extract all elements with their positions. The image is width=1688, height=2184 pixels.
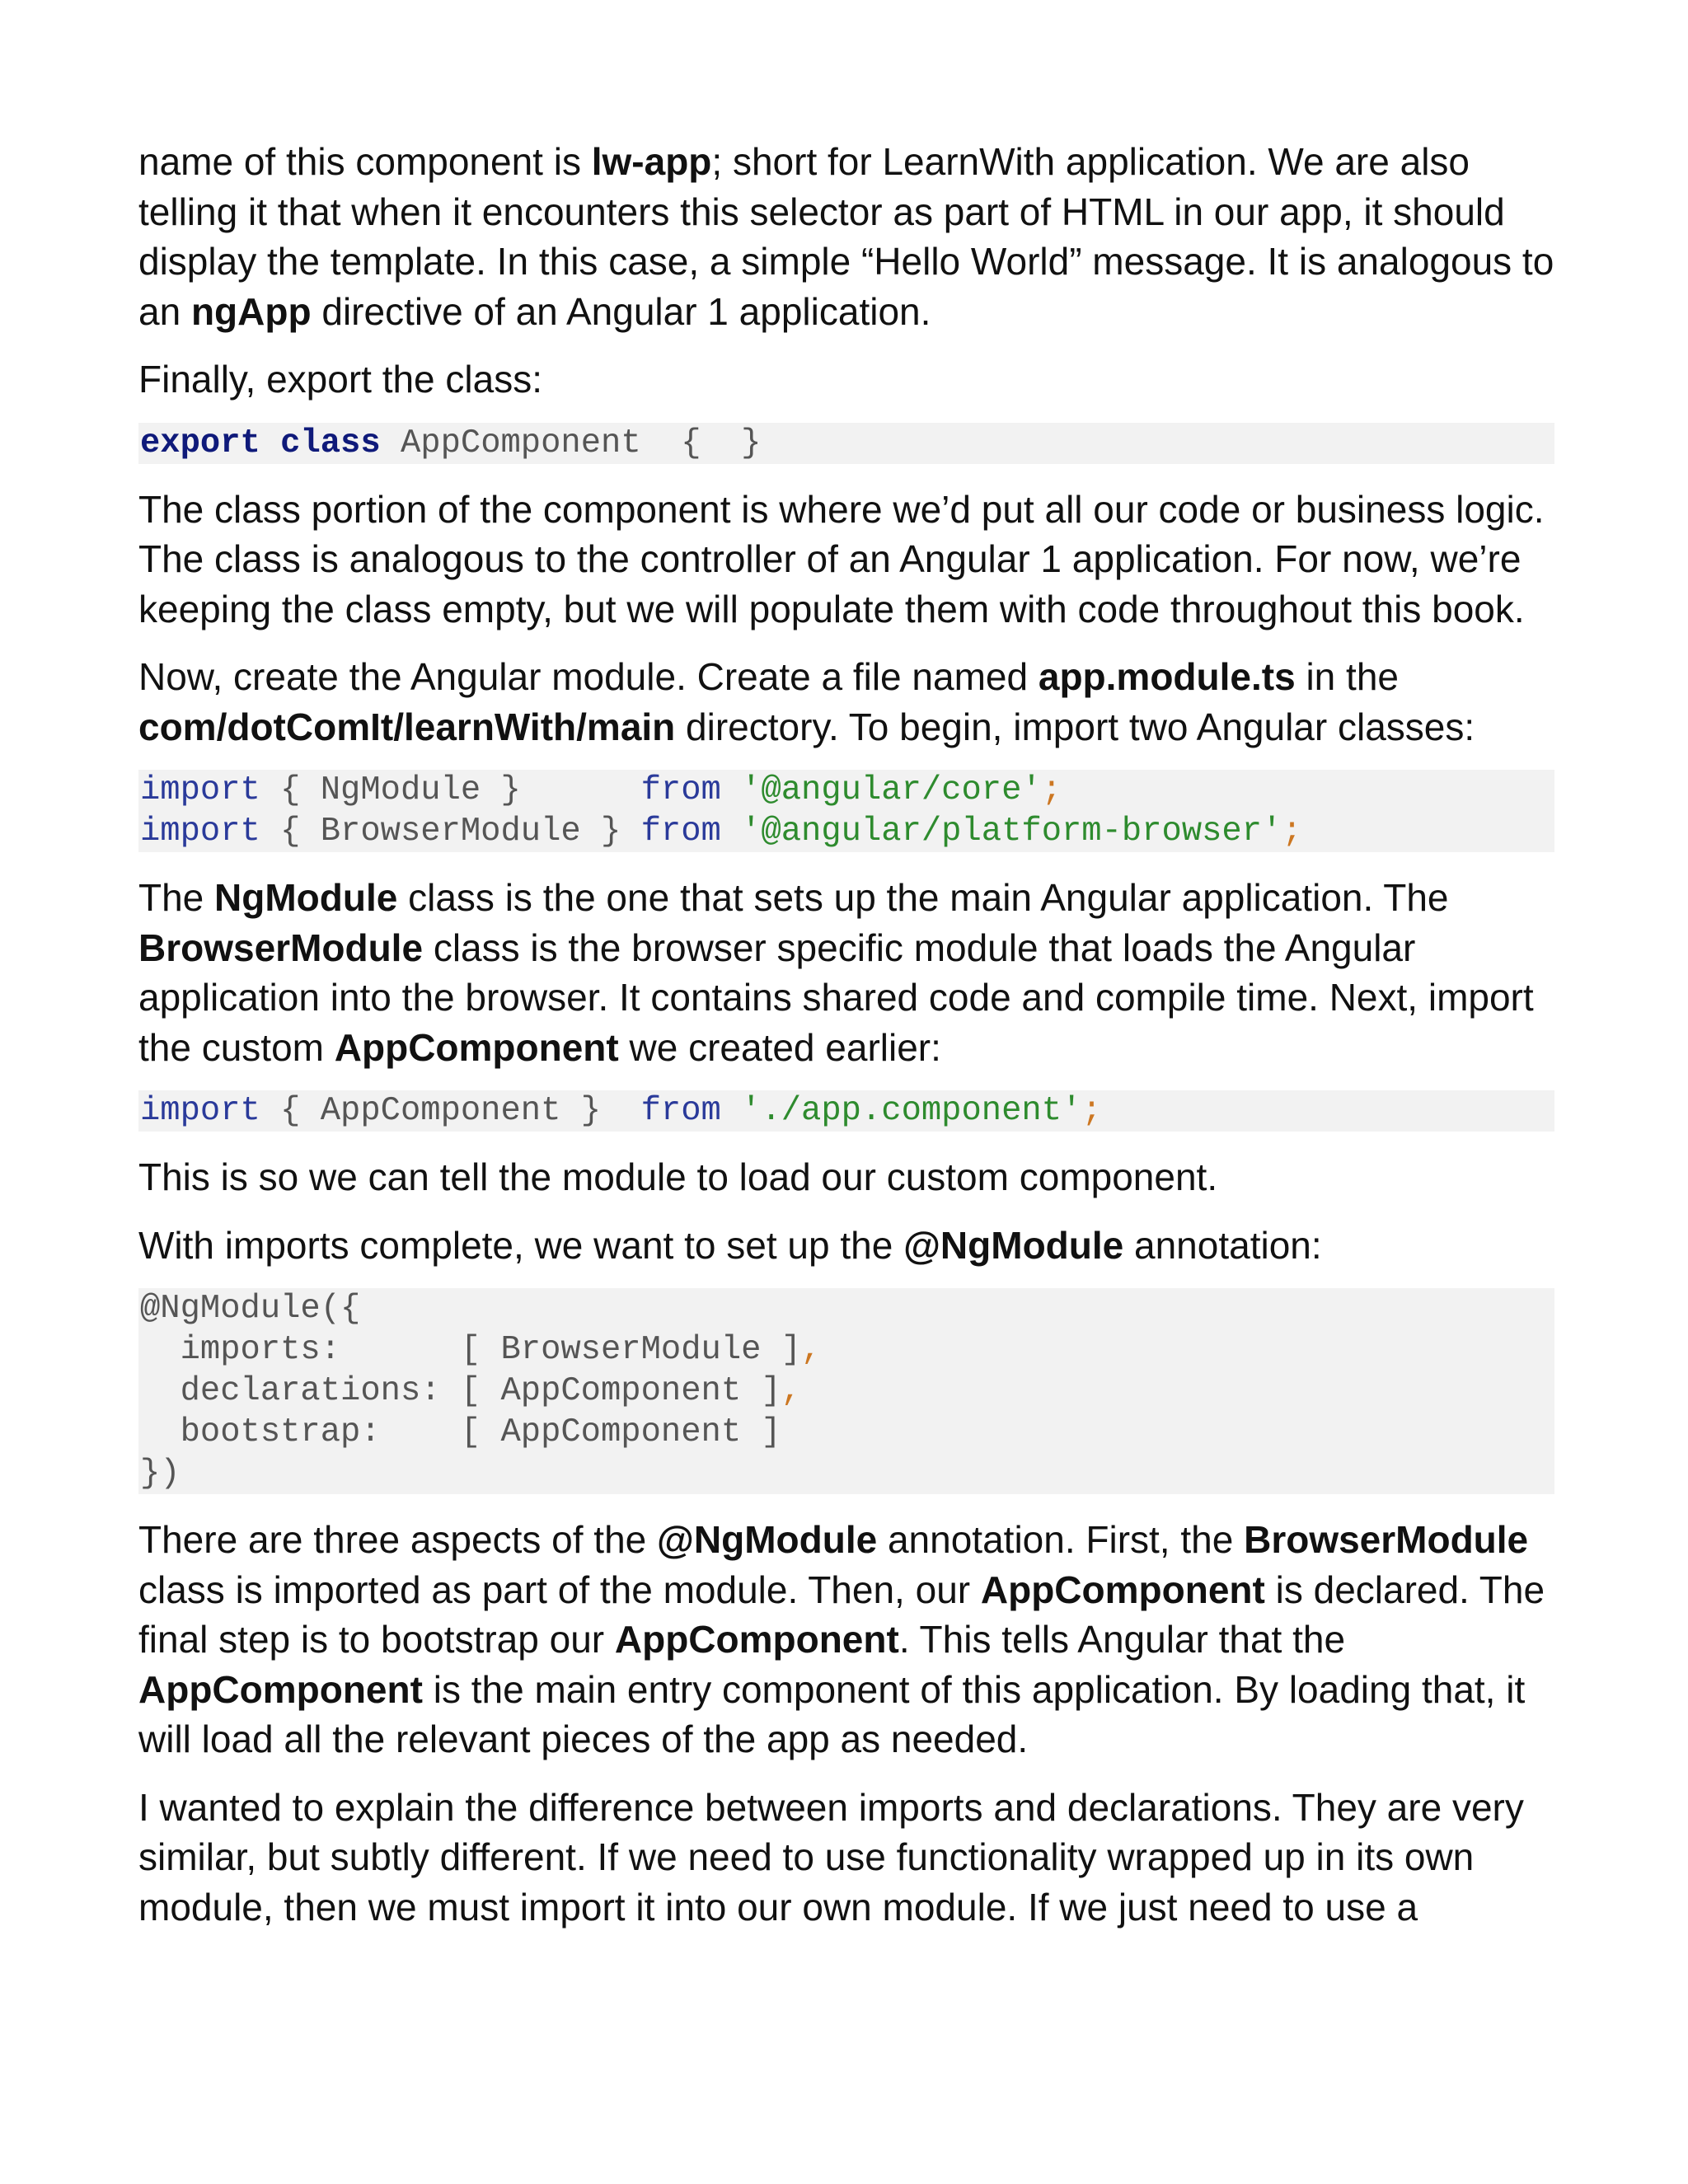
text: directive of an Angular 1 application. bbox=[311, 289, 931, 333]
bold-text: ngApp bbox=[190, 289, 312, 333]
code-block-import-component bbox=[138, 1090, 1554, 1132]
code-keyword: import bbox=[140, 813, 260, 851]
paragraph-lw-app bbox=[138, 137, 1554, 336]
paragraph-export bbox=[138, 354, 1554, 405]
bold-text: AppComponent bbox=[138, 1667, 423, 1711]
bold-text: NgModule bbox=[214, 876, 398, 919]
code-text: { AppComponent } bbox=[260, 1092, 641, 1130]
text: ; short for LearnWith application. We are also telling it that when it encounters this selector as part of HTML in our app, it should display the template. In this case, a simple “Hello World” message. It is analogous to an bbox=[138, 140, 1554, 333]
bold-text: com/dotComIt/learnWith/main bbox=[138, 705, 676, 748]
text: annotation: bbox=[1123, 1223, 1322, 1267]
code-punct: ; bbox=[1041, 771, 1062, 809]
bold-text: AppComponent bbox=[334, 1025, 619, 1069]
code-punct: ; bbox=[1081, 1092, 1102, 1130]
text: directory. To begin, import two Angular classes: bbox=[675, 705, 1475, 748]
text: Finally, export the class: bbox=[138, 358, 543, 401]
bold-text: BrowserModule bbox=[138, 926, 424, 969]
code-keyword: from bbox=[640, 1092, 721, 1130]
page-content bbox=[138, 137, 1554, 1932]
bold-text: AppComponent bbox=[980, 1568, 1265, 1611]
code-line: }) bbox=[140, 1455, 181, 1493]
paragraph-create-module bbox=[138, 652, 1554, 752]
code-text: AppComponent { } bbox=[380, 424, 762, 462]
code-keyword: import bbox=[140, 1092, 260, 1130]
bold-text: lw-app bbox=[591, 140, 712, 183]
code-space bbox=[721, 771, 741, 809]
code-string: './app.component' bbox=[741, 1092, 1082, 1130]
text: I wanted to explain the difference between imports and declarations. They are very similar, but subtly different. If we need to use functionality wrapped up in its own module, then we must import it into our own module. If we just need to use a bbox=[138, 1785, 1524, 1929]
paragraph-three-aspects bbox=[138, 1515, 1554, 1765]
text: is declared. The final step is to bootstrap our bbox=[138, 1568, 1545, 1661]
code-punct: , bbox=[801, 1331, 822, 1369]
code-space bbox=[721, 1092, 741, 1130]
code-punct: ; bbox=[1282, 813, 1302, 851]
text: class is the one that sets up the main Angular application. The bbox=[397, 876, 1449, 919]
code-keyword: class bbox=[280, 424, 381, 462]
code-punct: , bbox=[781, 1372, 802, 1410]
code-line: declarations: [ AppComponent ] bbox=[140, 1372, 781, 1410]
code-text: { BrowserModule } bbox=[260, 813, 641, 851]
code-line: imports: [ BrowserModule ] bbox=[140, 1331, 802, 1369]
bold-text: app.module.ts bbox=[1038, 655, 1296, 698]
text: class is imported as part of the module. Then, our bbox=[138, 1568, 981, 1611]
code-string: '@angular/core' bbox=[741, 771, 1042, 809]
text: The class portion of the component is where we’d put all our code or business logic. The class is analogous to the controller of an Angular 1 application. For now, we’re keeping the class empty, but we will populate them with code throughout this book. bbox=[138, 487, 1545, 630]
code-space bbox=[721, 813, 741, 851]
text: The bbox=[138, 876, 215, 919]
text: name of this component is bbox=[138, 140, 592, 183]
text: . This tells Angular that the bbox=[898, 1618, 1346, 1661]
code-text: { NgModule } bbox=[260, 771, 641, 809]
paragraph-class-portion bbox=[138, 485, 1554, 635]
text: we created earlier: bbox=[618, 1025, 941, 1069]
code-block-imports bbox=[138, 770, 1554, 852]
bold-text: @NgModule bbox=[657, 1518, 878, 1561]
text: class is the browser specific module that loads the Angular application into the browser. It contains shared code and compile time. Next, import the custom bbox=[138, 926, 1534, 1069]
paragraph-load-component bbox=[138, 1152, 1554, 1202]
bold-text: @NgModule bbox=[903, 1223, 1124, 1267]
paragraph-imports-complete bbox=[138, 1221, 1554, 1271]
code-keyword: export bbox=[140, 424, 260, 462]
text: in the bbox=[1295, 655, 1399, 698]
code-line: bootstrap: [ AppComponent ] bbox=[140, 1413, 781, 1451]
code-line: @NgModule({ bbox=[140, 1290, 361, 1328]
bold-text: AppComponent bbox=[614, 1618, 899, 1661]
code-string: '@angular/platform-browser' bbox=[741, 813, 1282, 851]
text: Now, create the Angular module. Create a file named bbox=[138, 655, 1039, 698]
paragraph-ngmodule-class bbox=[138, 873, 1554, 1072]
code-keyword: import bbox=[140, 771, 260, 809]
paragraph-imports-vs-declarations bbox=[138, 1783, 1554, 1933]
code-block-export bbox=[138, 423, 1554, 464]
code-block-ngmodule bbox=[138, 1288, 1554, 1494]
code-keyword: from bbox=[640, 813, 721, 851]
text: annotation. First, the bbox=[877, 1518, 1245, 1561]
text: This is so we can tell the module to load our custom component. bbox=[138, 1155, 1218, 1198]
code-keyword: from bbox=[640, 771, 721, 809]
text: There are three aspects of the bbox=[138, 1518, 658, 1561]
text: is the main entry component of this application. By loading that, it will load all the relevant pieces of the app as needed. bbox=[138, 1667, 1526, 1760]
text: With imports complete, we want to set up the bbox=[138, 1223, 904, 1267]
bold-text: BrowserModule bbox=[1244, 1518, 1529, 1561]
